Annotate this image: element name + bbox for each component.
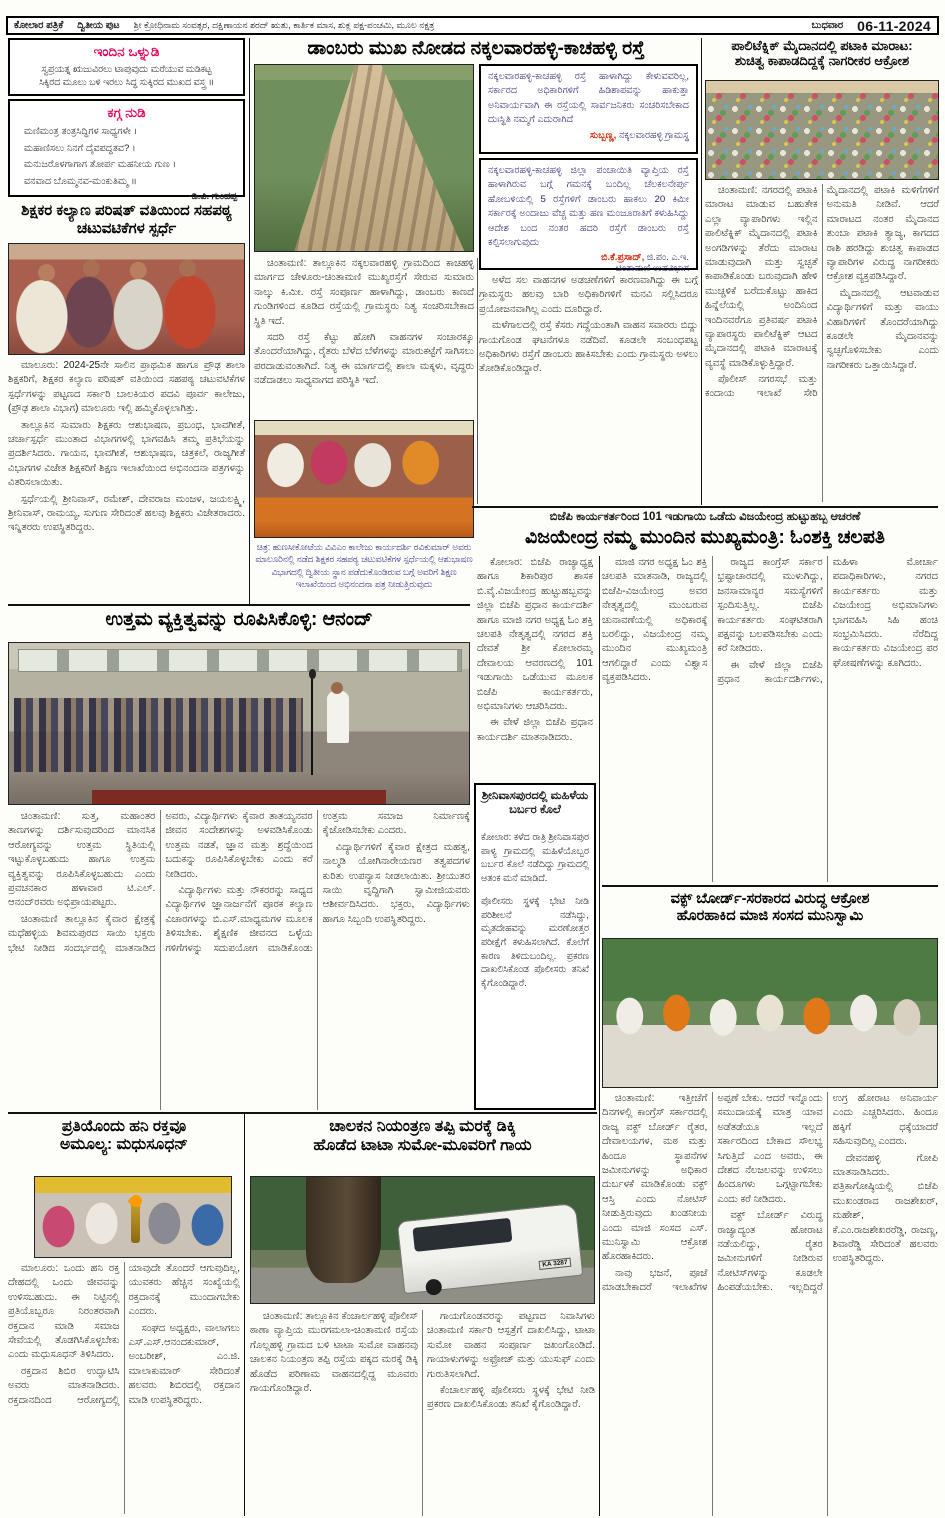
kagga-line4: ವನವಾದ ಬೊಮ್ಮನವ-ಮಂಕುತಿಮ್ಮ ॥ bbox=[24, 175, 137, 187]
paragraph: ಕೋಲಾರ: ಕಳೆದ ರಾತ್ರಿ ಶ್ರೀನಿವಾಸಪುರ ಪಾಳ್ಯ ಗ್ರಾಮದಲ್ಲಿ ಮಹಿಳೆಯೊಬ್ಬರ ಬರ್ಬರ ಕೊಲೆ ನಡೆದಿದ್ದು ಗ್ರಾಮದಲ್ಲಿ ಆತಂಕ ಮನೆ ಮಾಡಿದೆ. bbox=[481, 831, 589, 884]
paragraph: ಚಿಂತಾಮಣಿ ತಾಲ್ಲೂಕಿನ ಕೈವಾರ ಕ್ಷೇತ್ರಕ್ಕೆ ಮಧೆಹಳ್ಳಿಯ ಶಿವಮಪುರದ ಸಾಯಿ ಭಕ್ತರು ಭೇಟಿ ನೀಡಿದ ಸಂದರ್ಭದಲ್ಲಿ ಮಾತನಾಡಿದ ಅವರು, ವಿದ್ಯಾರ್ಥಿಗಳು ಕೈವಾರ ತಾತಯ್ಯನವರ ಜೀವನ ಸಂದೇಶಗಳನ್ನು ಅಳವಡಿಸಿಕೊಂಡು ಉತ್ತಮ ನಡತೆ, ಜ್ಞಾನ ಮತ್ತು ಶ್ರದ್ಧೆಯಿಂದ ಬದುಕನ್ನು ರೂಪಿಸಿಕೊಳ್ಳಬೇಕು ಎಂದು ಕರೆ ನೀಡಿದರು. bbox=[8, 811, 313, 954]
paragraph: ದೇವನಹಳ್ಳಿ ಗೋಪಿ ಮಾತನಾಡಿಸಿದರು. ಪತ್ರಿಕಾಗೋಷ್ಠಿಯಲ್ಲಿ ಬಿಜೆಪಿ ಮುಖಂಡರಾದ ರಾಜಶೇಖರ್, ಮಹೇಶ್, ಕೆ.ಎಂ.ರಾಜಶೇಖರರೆಡ್ಡಿ, ರಾಜಣ್ಣ, ಶಿವಾರೆಡ್ಡಿ ಸೇರಿದಂತೆ ಹಲವರು ಉಪಸ್ಥಿತರಿದ್ದರು. bbox=[832, 1152, 938, 1265]
paragraph: ಸದರಿ ರಸ್ತೆ ಕೆಟ್ಟು ಹೋಗಿ ವಾಹನಗಳ ಸಂಚಾರಕ್ಕೂ ತೊಂದರೆಯಾಗಿದ್ದು, ರೈತರು ಬೆಳೆದ ಬೆಳೆಗಳನ್ನು ಮಾರುಕಟ್ಟೆಗೆ ಸಾಗಿಸಲು ಪರದಾಡುವಂತಾಗಿದೆ. ನಿತ್ಯ ಈ ಮಾರ್ಗದಲ್ಲಿ ಶಾಲಾ ಮಕ್ಕಳು, ವೃದ್ಧರು ನಡೆದಾಡಲು ಸಾಧ್ಯವಾಗದ ಪರಿಸ್ಥಿತಿ ಇದೆ. bbox=[254, 331, 474, 387]
engineer-quote-box bbox=[479, 158, 698, 275]
paragraph: ಸ್ಪರ್ಧೆಯಲ್ಲಿ ಶ್ರೀನಿವಾಸ್, ರಮೇಶ್, ದೇವರಾಜ ಮಂಜಳ, ಜಯಲಕ್ಷ್ಮಿ, ಶ್ರೀನಿವಾಸ್, ರಾಮಯ್ಯ, ಸುಗುಣ ಸೇರಿದಂತೆ ಹಲವು ಶಿಕ್ಷಕರು ವಿಜೇತರಾದರು. ಇನ್ನಿತರರು ಉಪಸ್ಥಿತರಿದ್ದರು. bbox=[8, 493, 245, 534]
paragraph: ವಿದ್ಯಾರ್ಥಿಗಳಿಗೆ ಕೈವಾರ ಕ್ಷೇತ್ರದ ಮಹತ್ವ, ನಾಲ್ಮಡಿ ಯೋಗಿನಾರೇಯಣರ ತತ್ವಪದಗಳ ಕುರಿತು ಉಪನ್ಯಾಸ ನೀಡಲಾಯಿತು. ಶ್ರೀಯುತರ ಸಾಯಿ ವೃದ್ಧಿಗಾಗಿ ಸ್ವಾಮೀಜಿಯವರು ಆಶೀರ್ವದಿಸಿದರು. ಭಕ್ತರು, ವಿದ್ಯಾರ್ಥಿಗಳು ಹಾಗೂ ಸಿಬ್ಬಂದಿ ಉಪಸ್ಥಿತರಿದ್ದರು. bbox=[322, 841, 470, 925]
villager-quote-box bbox=[479, 64, 698, 154]
almanac-line: ಶ್ರೀ ಕ್ರೋಧಿನಾಮ ಸಂವತ್ಸರ, ದಕ್ಷಿಣಾಯನ ಶರದ್ ಋತು, ಕಾರ್ತಿಕ ಮಾಸ, ಶುಕ್ಲ ಪಕ್ಷ-ಪಂಚಮಿ, ಮೂಲ ನಕ್ಷತ್ರ bbox=[133, 20, 435, 30]
paragraph: ನಾವು ಭಜನೆ, ಪೂಜೆ ಮಾಡಬೇಕಾದರೆ ಇಲಾಖೆಗಳ ಅಪ್ಪಣೆ ಬೇಕು. ಆದರೆ ಇನ್ನೊಂದು ಸಮುದಾಯಕ್ಕೆ ಮಾತ್ರ ಯಾವ ಅಡೆತಡೆಯೂ ಇಲ್ಲದೆ ಸರ್ಕಾರದಿಂದ ಬೇಕಾದ ಸೌಲಭ್ಯ ಸಿಗುತ್ತಿದೆ ಎಂದ ಅವರು, ಈ ದೇಶದ ನೆಲಜಲವನ್ನು ಉಳಿಸಲು ಹಿಂದೂಗಳು ಒಗ್ಗಟ್ಟಾಗಬೇಕು ಎಂದು ಕರೆ ನೀಡಿದರು. bbox=[602, 1093, 823, 1294]
waqf-headline-line1: ವಕ್ಫ್ ಬೋರ್ಡ್-ಸರಕಾರದ ವಿರುದ್ಧ ಆಕ್ರೋಶ bbox=[670, 891, 870, 907]
hall-windows-shape bbox=[18, 649, 462, 672]
todays-quote-line2: ಸಿಕ್ಕಿರದ ಮೂಲು ಬಳಿ ಇರಲು ಸಿದ್ಧ ಸುಕ್ಕಿರದ ಮುಖದ ವಸ್ತ್ರ ॥ bbox=[39, 77, 214, 88]
vehicle-window-shape bbox=[413, 1218, 513, 1252]
firecracker-headline-line1: ಪಾಲಿಟೆಕ್ನಿಕ್ ಮೈದಾನದಲ್ಲಿ ಪಟಾಕಿ ಮಾರಾಟ: bbox=[731, 38, 913, 53]
vehicle-wheel-shape bbox=[425, 1279, 443, 1297]
paragraph: ಚಿಂತಾಮಣಿ: ನಗರದಲ್ಲಿ ಪಟಾಕಿ ಮಾರಾಟ ಮಾಡುವ ಬಹುತೇಕ ಎಲ್ಲಾ ವ್ಯಾಪಾರಿಗಳು ಇಲ್ಲಿನ ಪಾಲಿಟೆಕ್ನಿಕ್ ಮೈದಾನದಲ್ಲಿ ಪಟಾಕಿ ಅಂಗಡಿಗಳನ್ನು ತೆರೆದು ಮಾರಾಟ ಮಾಡುವುದಾಗಿ ಮತ್ತು ಸ್ವಚ್ಛತೆ ಕಾಪಾಡಿಕೊಂಡು ಬರುವುದಾಗಿ ಹೇಳಿ ಮುಚ್ಚಳಿಕೆ ಬರೆದುಕೊಟ್ಟು ಹಾಕಿದ ಹಿನ್ನೆಲೆಯಲ್ಲಿ ಅಂದಿನಿಂದ ಇಂದಿನವರೆಗೂ ಪ್ರತಿವರ್ಷ ಪಟಾಕಿ ವ್ಯಾಪಾರಸ್ಥರು ಪಾಲಿಟೆಕ್ನಿಕ್ ಆಟದ ಮೈದಾನದಲ್ಲಿ ಪಟಾಕಿ ಮಾರಾಟಕ್ಕೆ ವ್ಯವಸ್ಥೆ ಮಾಡಿಕೊಳ್ಳುತ್ತಿದ್ದಾರೆ. bbox=[705, 185, 818, 369]
teacher-headline: ಶಿಕ್ಷಕರ ಕಲ್ಯಾಣ ಪರಿಷತ್ ವತಿಯಿಂದ ಸಹಪಠ್ಯ ಚಟುವಟಿಕೆಗಳ ಸ್ಪರ್ಧೆ bbox=[21, 202, 232, 237]
blood-body bbox=[8, 1262, 240, 1514]
paragraph: ಮಾಜಿ ನಗರ ಅಧ್ಯಕ್ಷ ಓಂ ಶಕ್ತಿ ಚಲಪತಿ ಮಾತನಾಡಿ, ರಾಜ್ಯದಲ್ಲಿ ಬಿಜೆಪಿ-ವಿಜಯೇಂದ್ರ ಅವರ ನೇತೃತ್ವದಲ್ಲಿ ಮುಂಬರುವ ಚುನಾವಣೆಯಲ್ಲಿ ಅಧಿಕಾರಕ್ಕೆ ಬರಲಿದ್ದು, ವಿಜಯೇಂದ್ರ ನಮ್ಮ ಮುಂದಿನ ಮುಖ್ಯಮಂತ್ರಿ ಆಗಲಿದ್ದಾರೆ ಎಂದು ವಿಶ್ವಾಸ ವ್ಯಕ್ತಪಡಿಸಿದರು. bbox=[602, 557, 708, 684]
paragraph: ವಿದ್ಯಾರ್ಥಿಗಳು ಮತ್ತು ನೌಕರರನ್ನು ಸಾಧ್ಯದ ವಿದ್ಯಾರ್ಥಿಗಳ ಜ್ಞಾನಾರ್ಜನೆಗೆ ಪೂರಕ ಕಲ್ಯಾಣ ವಿಚಾರಗಳನ್ನು ಬಿ.ಎಸ್.ಮಾಧ್ಯಮಗಳ ಮೂಲಕ ತಿಳಿಸಬೇಕು. ಶೈಕ್ಷಣಿಕ ಜೀವನದ ಒಳ್ಳೆಯ ಗಳಿಗೆಗಳನ್ನು ಸದುಪಯೋಗ ಮಾಡಿಕೊಂಡು ಉತ್ತಮ ಸಮಾಜ ನಿರ್ಮಾಣಕ್ಕೆ ಕೈಜೋಡಿಸಬೇಕು ಎಂದರು. bbox=[165, 811, 470, 954]
anand-hall-photo bbox=[8, 642, 470, 805]
paragraph: ಕೋಲಾರ: ಬಿಜೆಪಿ ರಾಜ್ಯಾಧ್ಯಕ್ಷ ಹಾಗೂ ಶಿಕಾರಿಪುರ ಶಾಸಕ ಬಿ.ವೈ.ವಿಜಯೇಂದ್ರ ಹುಟ್ಟುಹಬ್ಬವನ್ನು ಜಿಲ್ಲಾ ಬಿಜೆಪಿ ಪ್ರಧಾನ ಕಾರ್ಯದರ್ಶಿ ಹಾಗೂ ಮಾಜಿ ನಗರ ಅಧ್ಯಕ್ಷ ಓಂ ಶಕ್ತಿ ಚಲಪತಿ ನೇತೃತ್ವದಲ್ಲಿ ನಗರದ ಶಕ್ತಿ ದೇವತೆ ಶ್ರೀ ಕೋಲಾರಮ್ಮ ದೇವಾಲಯ ಆವರಣದಲ್ಲಿ 101 ಇಡುಗಾಯಿ ಒಡೆಯುವ ಮೂಲಕ ಬಿಜೆಪಿ ಕಾರ್ಯಕರ್ತರು, ಅಭಿಮಾನಿಗಳು ಆಚರಿಸಿದರು. bbox=[477, 557, 593, 712]
firecracker-body bbox=[705, 184, 939, 502]
anand-body bbox=[8, 810, 470, 1110]
rule-waqf-top bbox=[602, 885, 938, 887]
damaged-road-photo bbox=[254, 64, 474, 252]
waqf-headline-line2: ಹೊರಹಾಕಿದ ಮಾಜಿ ಸಂಸದ ಮುನಿಸ್ವಾಮಿ bbox=[676, 908, 864, 925]
divider-bottom bbox=[244, 1114, 245, 1516]
day-label: ಬುಧವಾರ bbox=[811, 20, 844, 31]
teacher-body bbox=[8, 359, 245, 604]
paragraph: ಚಿಂತಾಮಣಿ: ಇತ್ತೀಚೆಗೆ ದಿನಗಳಲ್ಲಿ ಕಾಂಗ್ರೆಸ್ ಸರ್ಕಾರದಲ್ಲಿ ರಾಜ್ಯ ವಕ್ಫ್ ಬೋರ್ಡ್ ರೈತರ, ದೇವಾಲಯಗಳ, ಮಠ ಮತ್ತು ಹಿಂದೂ ಸ್ಥಾಪನೆಗಳ ಜಮೀನುಗಳನ್ನು ಅಧಿಕಾರ ದುರ್ಬಳಕೆ ಮಾಡಿಕೊಂಡು ವಕ್ಫ್ ಆಸ್ತಿ ಎಂದು ನೋಟಿಸ್ ನೀಡುತ್ತಿರುವುದು ಖಂಡನೀಯ ಎಂದು ಮಾಜಿ ಸಂಸದ ಎಸ್. ಮುನಿಸ್ವಾಮಿ ಆಕ್ರೋಶ ಹೊರಹಾಕಿದರು. bbox=[602, 1093, 708, 1263]
paragraph: ಮಾಲೂರು: ಒಂದು ಹನಿ ರಕ್ತ ದೇಹದಲ್ಲಿ ಒಂದು ಜೀವವನ್ನು ಉಳಿಸಬಹುದು. ಈ ನಿಟ್ಟಿನಲ್ಲಿ ಪ್ರತಿಯೊಬ್ಬರೂ ನಿರಂತರವಾಗಿ ರಕ್ತದಾನ ಮಾಡಿ ಸಮಾಜ ಸೇವೆಯಲ್ಲಿ ತೊಡಗಿಸಿಕೊಳ್ಳಬೇಕು ಎಂದು ಮಧುಸೂಧನ್ ತಿಳಿಸಿದರು. bbox=[8, 1263, 120, 1361]
blood-headline-line2: ಅಮೂಲ್ಯ: ಮಧುಸೂಧನ್ bbox=[60, 1136, 188, 1154]
date-label: 06-11-2024 bbox=[857, 17, 931, 34]
rule-anand-top bbox=[8, 604, 470, 606]
paragraph: ಮಾಲೂರು: 2024-25ನೇ ಸಾಲಿನ ಪ್ರಾಥಮಿಕ ಹಾಗೂ ಪ್ರೌಢ ಶಾಲಾ ಶಿಕ್ಷಕರಿಗೆ, ಶಿಕ್ಷಕರ ಕಲ್ಯಾಣ ಪರಿಷತ್ ವತಿಯಿಂದ ಸಹಪಠ್ಯ ಚಟುವಟಿಕೆಗಳ ಸ್ಪರ್ಧೆಗಳನ್ನು ಪಟ್ಟಣದ ಸರ್ಕಾರಿ ಬಾಲಕಿಯರ ಪದವಿ ಪೂರ್ವ ಕಾಲೇಜು, (ಪ್ರೌಢ ಶಾಲಾ ವಿಭಾಗ) ಮಾಲೂರು ಇಲ್ಲಿ ಹಮ್ಮಿಕೊಳ್ಳಲಾಗಿತ್ತು. bbox=[8, 360, 245, 415]
waqf-body bbox=[602, 1092, 938, 1516]
villager-role: ನಕ್ಕಲವಾರಹಳ್ಳಿ ಗ್ರಾಮಸ್ಥ bbox=[618, 129, 689, 141]
bjp-body-rest bbox=[602, 556, 938, 882]
murder-body bbox=[481, 821, 589, 1089]
tree-trunk-shape bbox=[306, 1177, 381, 1283]
paragraph: ರಕ್ತದಾನ ಶಿಬಿರ ಉದ್ಘಾಟಿಸಿ ಅವರು ಮಾತನಾಡಿದರು. ರಕ್ತದಾನದಿಂದ ಆರೋಗ್ಯದಲ್ಲಿ ಯಾವುದೇ ತೊಂದರೆ ಆಗುವುದಿಲ್ಲ, ಯುವಕರು ಹೆಚ್ಚಿನ ಸಂಖ್ಯೆಯಲ್ಲಿ ರಕ್ತದಾನಕ್ಕೆ ಮುಂದಾಗಬೇಕು ಎಂದರು. bbox=[8, 1263, 240, 1406]
paragraph: ಕೆಂಚಾರ್ಲಹಳ್ಳಿ ಪೊಲೀಸರು ಸ್ಥಳಕ್ಕೆ ಭೇಟಿ ನೀಡಿ ಪ್ರಕರಣ ದಾಖಲಿಸಿಕೊಂಡು ತನಿಖೆ ಕೈಗೊಂಡಿದ್ದಾರೆ. bbox=[427, 1384, 595, 1411]
firecracker-waste-photo bbox=[705, 80, 939, 180]
kagga-box bbox=[8, 99, 245, 202]
paragraph: ಪೊಲೀಸರು ಸ್ಥಳಕ್ಕೆ ಭೇಟಿ ನೀಡಿ ಪರಿಶೀಲನೆ ನಡೆಸಿದ್ದು, ಮೃತದೇಹವನ್ನು ಮರಣೋತ್ತರ ಪರೀಕ್ಷೆಗೆ ಕಳುಹಿಸಲಾಗಿದೆ. ಕೊಲೆಗೆ ಕಾರಣ ತಿಳಿದುಬಂದಿಲ್ಲ. ಪ್ರಕರಣ ದಾಖಲಿಸಿಕೊಂಡ ಪೊಲೀಸರು ತನಿಖೆ ಕೈಗೊಂಡಿದ್ದಾರೆ. bbox=[481, 895, 589, 988]
paper-title: ಕೋಲಾರ ಪತ್ರಿಕೆ bbox=[14, 20, 64, 31]
blood-headline bbox=[8, 1118, 240, 1155]
paragraph: ಪೊಲೀಸ್ ನಗರಸಭೆ ಮತ್ತು ಕಂದಾಯ ಇಲಾಖೆ ಸೇರಿ ಮೈದಾನದಲ್ಲಿ ಪಟಾಕಿ ಮಳಿಗೆಗಳಿಗೆ ಅನುಮತಿ ನೀಡಿವೆ. ಆದರೆ ಮಾರಾಟದ ನಂತರ ಮೈದಾನದ ತುಂಬಾ ಪಟಾಕಿ ತ್ಯಾಜ್ಯ, ಕಾಗದದ ರಾಶಿ ಹರಡಿದ್ದು ಶುಚಿತ್ವ ಕಾಪಾಡದ ವ್ಯಾಪಾರಿಗಳ ವಿರುದ್ಧ ನಾಗರೀಕರು ಆಕ್ರೋಶ ವ್ಯಕ್ತಪಡಿಸಿದ್ದಾರೆ. bbox=[705, 185, 939, 400]
todays-quote-box bbox=[8, 38, 245, 96]
paragraph: ಚಿಂತಾಮಣಿ: ತಾಲ್ಲೂಕಿನ ಕೆಂಚಾರ್ಲಹಳ್ಳಿ ಪೊಲೀಸ್ ಠಾಣಾ ವ್ಯಾಪ್ತಿಯ ಮುರಗಮಲಾ-ಚಿಂತಾಮಣಿ ರಸ್ತೆಯ ಗೊಲ್ಲಹಳ್ಳಿ ಗ್ರಾಮದ ಬಳಿ ಟಾಟಾ ಸುಮೋ ವಾಹನವು ಚಾಲಕನ ನಿಯಂತ್ರಣ ತಪ್ಪಿ ರಸ್ತೆಯ ಪಕ್ಕದ ಮರಕ್ಕೆ ಡಿಕ್ಕಿ ಹೊಡೆದ ಪರಿಣಾಮ ವಾಹನದಲ್ಲಿದ್ದ ಮೂವರು ಗಾಯಗೊಂಡಿದ್ದಾರೆ. bbox=[250, 1311, 418, 1394]
anand-headline: ಉತ್ತಮ ವ್ಯಕ್ತಿತ್ವವನ್ನು ರೂಪಿಸಿಕೊಳ್ಳಿ: ಆನಂದ್ bbox=[105, 609, 373, 630]
divider-right bbox=[701, 38, 702, 505]
paragraph: ಅಳೆದ ಸಲ ವಾಹನಗಳ ಅಡಚಣೆಗಳಿಗೆ ಕಾರಣವಾಗಿದ್ದು ಈ ಬಗ್ಗೆ ಗ್ರಾಮಸ್ಥರು ಹಲವು ಬಾರಿ ಅಧಿಕಾರಿಗಳಿಗೆ ಮನವಿ ಸಲ್ಲಿಸಿದರೂ ಪ್ರಯೋಜನವಾಗಿಲ್ಲ ಎಂದು ದೂರಿದ್ದಾರೆ. bbox=[479, 275, 698, 315]
paragraph: ಈ ವೇಳೆ ಜಿಲ್ಲಾ ಬಿಜೆಪಿ ಪ್ರಧಾನ ಕಾರ್ಯದರ್ಶಿ ಮಾತನಾಡಿದರು. bbox=[477, 717, 593, 743]
murder-headline: ಶ್ರೀನಿವಾಸಪುರದಲ್ಲಿ ಮಹಿಳೆಯ ಬರ್ಬರ ಕೊಲೆ bbox=[481, 790, 589, 817]
accident-body bbox=[250, 1310, 595, 1516]
road-body-col1 bbox=[254, 257, 474, 417]
accident-headline bbox=[250, 1118, 595, 1156]
todays-quote-title: ಇಂದಿನ ಒಳ್ನುಡಿ bbox=[93, 44, 160, 59]
masthead bbox=[6, 16, 939, 35]
kagga-attribution: -ಡಿ.ವಿ. ಗುಂಡಪ್ಪ bbox=[188, 191, 237, 202]
lamp-flame-shape bbox=[127, 1192, 144, 1209]
waqf-press-photo bbox=[602, 938, 938, 1088]
road-headline: ಡಾಂಬರು ಮುಖ ನೋಡದ ನಕ್ಕಲವಾರಹಳ್ಳಿ-ಕಾಚಹಳ್ಳಿ ರಸ್ತೆ bbox=[307, 38, 645, 59]
villager-name: ಸುಬ್ಬಣ್ಣ, bbox=[590, 129, 617, 141]
road-body-col2 bbox=[479, 274, 698, 504]
villager-quote-signature bbox=[488, 130, 689, 141]
divider-center bbox=[599, 556, 600, 1516]
rule-bjp-top bbox=[472, 506, 938, 508]
kagga-line3: ಮನುಜರೊಳಗಾಗಾಗ ತೋರ್ಪ ಮಹನೀಯ ಗುಣ । bbox=[24, 159, 177, 170]
engineer-quote-signature bbox=[488, 252, 689, 274]
microphone-head-shape bbox=[309, 669, 316, 679]
paragraph: ಚಿಂತಾಮಣಿ: ತಾಲ್ಲೂಕಿನ ನಕ್ಕಲವಾರಹಳ್ಳಿ ಗ್ರಾಮದಿಂದ ಕಾಚಹಳ್ಳಿ ಮಾರ್ಗದ ಚೇಳೂರು-ಚಿಂತಾಮಣಿ ಮುಖ್ಯರಸ್ತೆಗೆ ಸೇರುವ ಸುಮಾರು ನಾಲ್ಕು ಕಿ.ಮೀ. ರಸ್ತೆ ಸಂಪೂರ್ಣ ಹಾಳಾಗಿದ್ದು, ಡಾಂಬರು ಕಾಣದೆ ಗುಂಡಿಗಳಿಂದ ಕೂಡಿದ ರಸ್ತೆಯಲ್ಲಿ ಗ್ರಾಮಸ್ಥರು ನಿತ್ಯ ಸಂಚರಿಸಬೇಕಾದ ಸ್ಥಿತಿ ಇದೆ. bbox=[254, 258, 474, 327]
audience-crowd-shape bbox=[14, 698, 304, 772]
paragraph: ಮೈದಾನದಲ್ಲಿ ಆಟವಾಡುವ ವಿದ್ಯಾರ್ಥಿಗಳಿಗೆ ಮತ್ತು ವಾಯು ವಿಹಾರಿಗಳಿಗೆ ತೊಂದರೆಯಾಗಿದ್ದು ಕೂಡಲೇ ಮೈದಾನವನ್ನು ಸ್ವಚ್ಛಗೊಳಿಸಬೇಕು ಎಂದು ನಾಗರೀಕರು ಒತ್ತಾಯಿಸಿದ್ದಾರೆ. bbox=[826, 287, 939, 371]
paragraph: ವಕ್ಫ್ ಬೋರ್ಡ್ ವಿರುದ್ಧ ರಾಜ್ಯಾದ್ಯಂತ ಹೋರಾಟ ನಡೆಯಲಿದ್ದು, ರೈತರ ಜಮೀನುಗಳಿಗೆ ನೀಡಿರುವ ನೋಟಿಸ್‌ಗಳನ್ನು ಕೂಡಲೇ ಹಿಂಪಡೆಯಬೇಕು. ಇಲ್ಲದಿದ್ದರೆ ಉಗ್ರ ಹೋರಾಟ ಅನಿವಾರ್ಯ ಎಂದು ಎಚ್ಚರಿಸಿದರು. ಹಿಂದೂ ಹಕ್ಕಿಗೆ ಧಕ್ಕೆಯಾದರೆ ಸಹಿಸುವುದಿಲ್ಲ ಎಂದರು. bbox=[717, 1093, 938, 1294]
kagga-line1: ಮಣಿಮಂತ್ರ ತಂತ್ರಸಿದ್ಧಿಗಳ ಸಾಧ್ಯಗಳೇ । bbox=[24, 126, 138, 137]
blood-headline-line1: ಪ್ರತಿಯೊಂದು ಹನಿ ರಕ್ತವೂ bbox=[61, 1118, 187, 1135]
felicitation-caption: ಚಿತ್ರ: ಹುಣಸೀಕೋಟೆಯ ವಿವಿಎಂ ಕಾಲೇಜು ಕಾರ್ಯದರ್ಶಿ ರವಿಕುಮಾರ್ ಅವರು ಮಾಲೂರಿನಲ್ಲಿ ನಡೆದ ಶಿಕ್ಷಕರ ಸಹಪಠ್ಯ ಚಟುವಟಿಕೆಗಳ ಸ್ಪರ್ಧೆಯಲ್ಲಿ ಆಶುಭಾಷಣ ವಿಭಾಗದಲ್ಲಿ ದ್ವಿತೀಯ ಸ್ಥಾನ ಪಡೆದುಕೊಂಡಿರುವ ಬಗ್ಗೆ ಅವರಿಗೆ ಶಿಕ್ಷಣ ಇಲಾಖೆಯಿಂದ ಅಭಿನಂದನಾ ಪತ್ರ ನೀಡುತ್ತಿರುವುದು bbox=[255, 542, 473, 589]
blood-camp-photo bbox=[34, 1176, 232, 1258]
crashed-vehicle-shape bbox=[397, 1203, 584, 1294]
felicitation-photo bbox=[254, 420, 474, 538]
engineer-quote-text: ನಕ್ಕಲವಾರಹಳ್ಳಿ-ಕಾಚಹಳ್ಳಿ ಜಿಲ್ಲಾ ಪಂಚಾಯಿತಿ ವ್ಯಾಪ್ತಿಯ ರಸ್ತೆ ಹಾಳಾಗಿರುವ ಬಗ್ಗೆ ಗಮನಕ್ಕೆ ಬಂದಿಲ್ಲ ಚೆಲಕಲನೇರ್ಪು ಹೋಬಳಿಯಲ್ಲಿ 5 ರಸ್ತೆಗಳಿಗೆ ಡಾಂಬರು ಹಾಕಲು 20 ಕಿಮೀ ಸರ್ಕಾರಕ್ಕೆ ಅಂದಾಜು ವೆಚ್ಚ ಮತ್ತು ಹಣ ಮಂಜೂರಾತಿಗೆ ಕಳುಹಿಸಿದ್ದು ಆದೇಶ ಬಂದ ನಂತರ ಹದರಿ ರಸ್ತೆಗೆ ಡಾಂಬರು ರಸ್ತೆ ಕಲ್ಪಿಸಲಾಗುವುದು bbox=[488, 165, 689, 248]
engineer-name: ಬಿ.ಕೆ.ಪ್ರಸಾದ್, bbox=[601, 252, 645, 264]
firecracker-headline-line2: ಶುಚಿತ್ವ ಕಾಪಾಡದಿದ್ದಕ್ಕೆ ನಾಗರೀಕರ ಆಕ್ರೋಶ bbox=[734, 53, 910, 69]
accident-headline-line1: ಚಾಲಕನ ನಿಯಂತ್ರಣ ತಪ್ಪಿ ಮರಕ್ಕೆ ಡಿಕ್ಕಿ bbox=[329, 1118, 516, 1135]
kagga-title: ಕಗ್ಗ ನುಡಿ bbox=[107, 105, 146, 120]
teacher-award-photo bbox=[8, 243, 245, 355]
speaker-head-shape bbox=[331, 682, 343, 694]
microphone-stand-shape bbox=[311, 672, 313, 775]
paragraph: ರಾಜ್ಯದ ಕಾಂಗ್ರೆಸ್ ಸರ್ಕಾರ ಭ್ರಷ್ಟಾಚಾರದಲ್ಲಿ ಮುಳುಗಿದ್ದು, ಜನಸಾಮಾನ್ಯರ ಸಮಸ್ಯೆಗಳಿಗೆ ಸ್ಪಂದಿಸುತ್ತಿಲ್ಲ. ಬಿಜೆಪಿ ಕಾರ್ಯಕರ್ತರು ಸಂಘಟಿತರಾಗಿ ಪಕ್ಷವನ್ನು ಬಲಪಡಿಸಬೇಕು ಎಂದು ಕರೆ ನೀಡಿದರು. bbox=[717, 557, 823, 655]
divider-left bbox=[249, 38, 250, 606]
rule-bottom-band bbox=[8, 1112, 597, 1114]
divider-road-cols bbox=[477, 258, 478, 504]
carpet-shape bbox=[92, 790, 386, 804]
waqf-headline bbox=[602, 891, 938, 925]
bjp-body-col1 bbox=[477, 556, 593, 780]
paragraph: ಗಾಯಗೊಂಡವರನ್ನು ಪಟ್ಟಣದ ನಿವಾಸಿಗಳು ಚಿಂತಾಮಣಿ ಸರ್ಕಾರಿ ಆಸ್ಪತ್ರೆಗೆ ದಾಖಲಿಸಿದ್ದು, ಟಾಟಾ ಸುಮೋ ವಾಹನ ಸಂಪೂರ್ಣ ಜಖಂಗೊಂಡಿದೆ. ಗಾಯಾಳುಗಳನ್ನು ಅಫ್ರೋಜ್ ಮತ್ತು ಯುಸುಫ್ ಎಂದು ಗುರುತಿಸಲಾಗಿದೆ. bbox=[427, 1311, 595, 1380]
road-ruts-shape bbox=[255, 65, 473, 251]
paragraph: ತಾಲ್ಲೂಕಿನ ಸುಮಾರು ಶಿಕ್ಷಕರು ಆಶುಭಾಷಣ, ಪ್ರಬಂಧ, ಭಾವಗೀತೆ, ಚರ್ಚಾಸ್ಪರ್ಧೆ ಮುಂತಾದ ವಿಭಾಗಗಳಲ್ಲಿ ಭಾಗವಹಿಸಿ ತಮ್ಮ ಪ್ರತಿಭೆಯನ್ನು ಪ್ರದರ್ಶಿಸಿದರು. ಗಾಯನ, ಭಾವಗೀತೆ, ಆಶುಭಾಷಣ, ಚಿತ್ರಕಲೆ, ರಾಜ್ಯಗೀತೆ ವಿಭಾಗಗಳ ವಿಜೇತ ಶಿಕ್ಷಕರಿಗೆ ಶಿಕ್ಷಣ ಇಲಾಖೆಯಿಂದ ಅಭಿನಂದನಾ ಪತ್ರಗಳನ್ನು ವಿತರಿಸಲಾಯಿತು. bbox=[8, 419, 245, 489]
paragraph: ಈ ವೇಳೆ ಜಿಲ್ಲಾ ಬಿಜೆಪಿ ಪ್ರಧಾನ ಕಾರ್ಯದರ್ಶಿಗಳು, ಮಹಿಳಾ ಮೋರ್ಚಾ ಪದಾಧಿಕಾರಿಗಳು, ನಗರದ ಕಾರ್ಯಕರ್ತರು ಮತ್ತು ವಿಜಯೇಂದ್ರ ಅಭಿಮಾನಿಗಳು ಭಾಗವಹಿಸಿ ಸಿಹಿ ಹಂಚಿ ಸಂಭ್ರಮಿಸಿದರು. ನೆರೆದಿದ್ದ ಕಾರ್ಯಕರ್ತರು ವಿಜಯೇಂದ್ರ ಪರ ಘೋಷಣೆಗಳನ್ನು ಕೂಗಿದರು. bbox=[717, 557, 938, 686]
page-label: ದ್ವಿತೀಯ ಪುಟ bbox=[77, 20, 120, 31]
engineer-role: ಜಿ.ಪಂ. ಎ.ಇ. bbox=[646, 252, 689, 264]
firecracker-headline bbox=[705, 38, 939, 69]
engineer-role2: ಚಿಂತಾಮಣಿ ಉಪವಿಭಾಗ bbox=[615, 263, 689, 275]
villager-quote-text: ನಕ್ಕಲವಾರಹಳ್ಳಿ-ಕಾಚಹಳ್ಳಿ ರಸ್ತೆ ಹಾಳಾಗಿದ್ದು ಕೇಳುವವರಿಲ್ಲ, ಸರ್ಕಾರದ ಅಧಿಕಾರಿಗಳಿಗೆ ಹಿಡಿಶಾಪವನ್ನು ಹಾಕುತ್ತಾ ಅನಿವಾರ್ಯವಾಗಿ ಈ ರಸ್ತೆಯಲ್ಲಿ ಸಾರ್ವಜನಿಕರು ಸಂಚರಿಸಬೇಕಾದ ದುಃಸ್ಥಿತಿ ನಮ್ಮಗೆ ಎದುರಾಗಿದೆ bbox=[488, 71, 689, 126]
vehicle-plate: KA 3287 bbox=[539, 1258, 571, 1270]
murder-box bbox=[474, 783, 596, 1110]
kagga-line2: ಮಹಾಣಿಸಲು ನಿನಗೆ ದೈವಪದ್ಧತವ? । bbox=[24, 142, 136, 154]
bjp-kicker: ಬಿಜೆಪಿ ಕಾರ್ಯಕರ್ತರಿಂದ 101 ಇಡುಗಾಯಿ ಒಡೆದು ವಿಜಯೇಂದ್ರ ಹುಟ್ಟುಹಬ್ಬ ಆಚರಣೆ bbox=[549, 511, 861, 523]
paragraph: ಮಳೆಗಾಲದಲ್ಲಿ ರಸ್ತೆ ಕೆಸರು ಗದ್ದೆಯಂತಾಗಿ ವಾಹನ ಸವಾರರು ಬಿದ್ದು ಗಾಯಗೊಂಡ ಘಟನೆಗಳೂ ನಡೆದಿವೆ. ಕೂಡಲೇ ಸಂಬಂಧಪಟ್ಟ ಅಧಿಕಾರಿಗಳು ರಸ್ತೆಗೆ ಡಾಂಬರು ಹಾಕಿಸಬೇಕು ಎಂದು ಗ್ರಾಮಸ್ಥರು ಅಳಲು ತೋಡಿಕೊಂಡಿದ್ದಾರೆ. bbox=[479, 320, 698, 375]
paragraph: ಸಂಘದ ಅಧ್ಯಕ್ಷರು, ವಾಲಾಗಲು ಎಸ್.ಎಸ್.ಆನಂದಕುಮಾರ್, ಅಂಬರೀಶ್, ಎಂ.ಜಿ. ಮಾಲಾಕುಮಾರ್ ಸೇರಿದಂತೆ ಹಲವರು ಶಿಬಿರದಲ್ಲಿ ರಕ್ತದಾನ ಮಾಡಿ ಉಪಸ್ಥಿತರಿದ್ದರು. bbox=[128, 1322, 240, 1406]
accident-headline-line2: ಹೊಡೆದ ಟಾಟಾ ಸುಮೋ-ಮೂವರಿಗೆ ಗಾಯ bbox=[313, 1136, 532, 1154]
paragraph: ಚಿಂತಾಮಣಿ: ಸುತ್ತ, ಮಹಾಂತರ ತಾಣಗಳನ್ನು ದರ್ಶಿಸುವುದರಿಂದ ಮಾನಸಿಕ ಆರೋಗ್ಯವನ್ನು ಉತ್ತಮ ಸ್ಥಿತಿಯಲ್ಲಿ ಇಟ್ಟುಕೊಳ್ಳಬಹುದು ಹಾಗೂ ಉತ್ತಮ ವ್ಯಕ್ತಿತ್ವವನ್ನು ರೂಪಿಸಿಕೊಳ್ಳಬಹುದು ಎಂದು ಪ್ರವಚನಕಾರ ಹಳಾವಾರ ಟಿ.ಎಲ್. ಆನಂದ್‌ರವರು ಅಭಿಪ್ರಾಯಪಟ್ಟರು. bbox=[8, 811, 156, 909]
speaker-figure-shape bbox=[327, 691, 349, 743]
accident-photo bbox=[250, 1176, 595, 1304]
todays-quote-line1: ಸ್ವಪ್ರಯತ್ನ ಋಜುವಿರಲು ಟಾಪುವುದು ಮರೆಯುವ ಮಡಿಕಟ್ಟ bbox=[41, 64, 212, 74]
bjp-headline: ವಿಜಯೇಂದ್ರ ನಮ್ಮ ಮುಂದಿನ ಮುಖ್ಯಮಂತ್ರಿ: ಓಂಶಕ್ತಿ ಚಲಪತಿ bbox=[525, 527, 885, 548]
